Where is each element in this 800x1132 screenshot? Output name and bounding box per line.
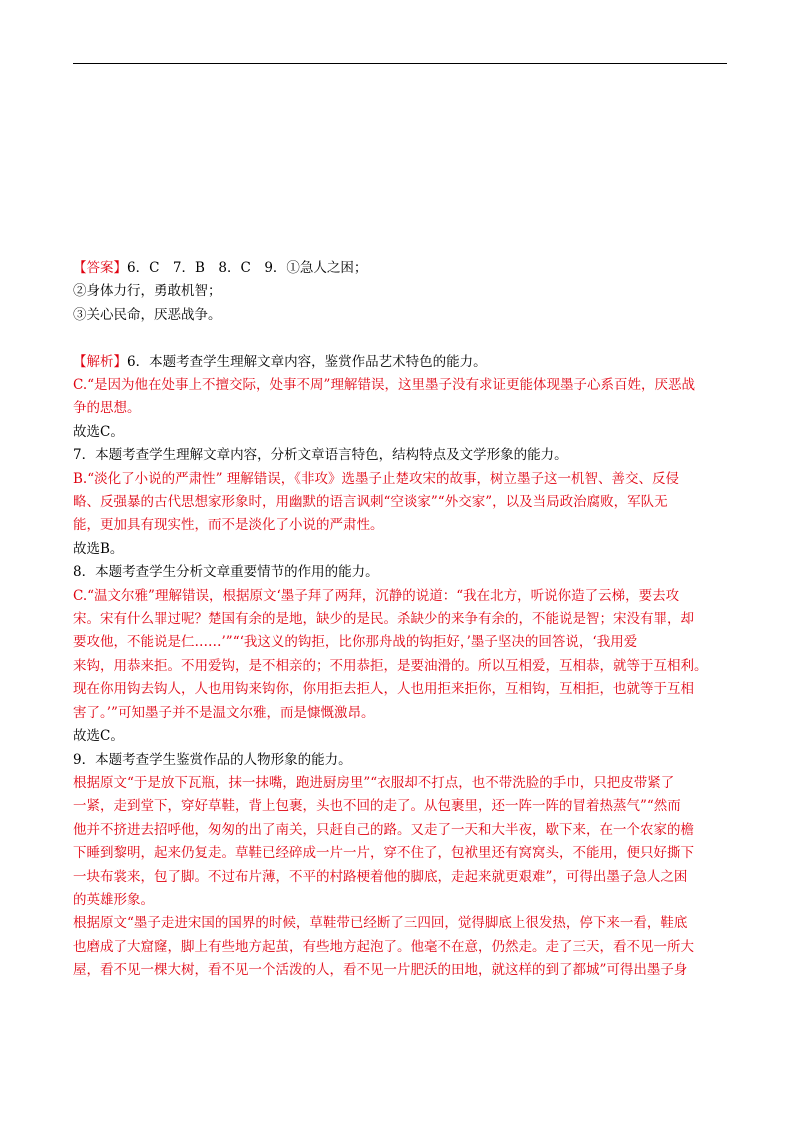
answer-line: ②身体力行，勇敢机智； [73, 283, 222, 300]
q8-body-line: C.“温文尔雅”理解错误，根据原文‘墨子拜了两拜，沉静的说道：“我在北方，听说你造了云梯，要去攻 [73, 587, 680, 604]
q8-intro: 8．本题考查学生分析文章重要情节的作用的能力。 [73, 564, 379, 581]
spacer [73, 327, 729, 350]
q6-conclusion: 故选C。 [73, 423, 124, 440]
q9-body-line: 屋，看不见一棵大树，看不见一个活泼的人，看不见一片肥沃的田地，就这样的到了都城”可得出墨子身 [73, 962, 688, 979]
analysis-line [73, 351, 729, 374]
analysis-tag: 【解析】 [73, 353, 127, 370]
q8-body-line: 来钩，用恭来拒。不用爱钩，是不相亲的；不用恭拒，是要油滑的。所以互相爱，互相恭，就等于互相利。 [73, 657, 708, 674]
q9-body-line: 根据原文“于是放下瓦瓶，抹一抹嘴，跑进厨房里”“衣服却不打点，也不带洗脸的手巾，只把皮带紧了 [73, 774, 675, 791]
q7-intro: 7．本题考查学生理解文章内容，分析文章语言特色，结构特点及文学形象的能力。 [73, 447, 568, 464]
q9-body-line: 下睡到黎明，起来仍复走。草鞋已经碎成一片一片，穿不住了，包袱里还有窝窝头，不能用，便只好撕下 [73, 845, 694, 862]
q9-body-line: 他并不挤进去招呼他，匆匆的出了南关，只赶自己的路。又走了一天和大半夜，歇下来，在一个农家的檐 [73, 821, 694, 838]
q7-conclusion: 故选B。 [73, 540, 124, 557]
q8-body-line: 要攻他，不能说是仁……’”“‘我这义的钩拒，比你那舟战的钩拒好，’墨子坚决的回答说，‘我用爱 [73, 634, 638, 651]
q6-body-line: C.“是因为他在处事上不擅交际，处事不周”理解错误，这里墨子没有求证更能体现墨子心系百姓，厌恶战 [73, 377, 695, 394]
q7-body-line: 能，更加具有现实性，而不是淡化了小说的严肃性。 [73, 517, 384, 534]
q9-body-line: 根据原文“墨子走进宋国的国界的时候，草鞋带已经断了三四回，觉得脚底上很发热，停下来一看，鞋底 [73, 915, 688, 932]
q6-body-line: 争的思想。 [73, 400, 141, 417]
answer-text: 6．C 7．B 8．C 9．①急人之困； [127, 260, 368, 276]
q9-intro: 9．本题考查学生鉴赏作品的人物形象的能力。 [73, 751, 352, 768]
q8-conclusion: 故选C。 [73, 728, 124, 745]
q8-body-line: 宋。宋有什么罪过呢？楚国有余的是地，缺少的是民。杀缺少的来争有余的，不能说是智；宋没有罪，却 [73, 611, 694, 628]
q8-body-line: 现在你用钩去钩人，人也用钩来钩你，你用拒去拒人，人也用拒来拒你，互相钩，互相拒，也就等于互相 [73, 681, 694, 698]
q8-body-line: 害了。’”可知墨子并不是温文尔雅，而是慷慨激昂。 [73, 704, 375, 721]
q7-body-line: B.“淡化了小说的严肃性” 理解错误，《非攻》选墨子止楚攻宋的故事，树立墨子这一机智、善交、反侵 [73, 470, 680, 487]
document-body [73, 257, 729, 983]
answer-line: ③关心民命，厌恶战争。 [73, 306, 222, 323]
answer-tag: 【答案】 [73, 260, 127, 276]
q9-body-line: 一紧，走到堂下，穿好草鞋，背上包裹，头也不回的走了。从包裹里，还一阵一阵的冒着热蒸气”“然而 [73, 798, 681, 815]
q6-intro: 6．本题考查学生理解文章内容，鉴赏作品艺术特色的能力。 [127, 353, 487, 370]
answer-line [73, 257, 729, 280]
header-rule [73, 63, 727, 64]
q9-body-line: 也磨成了大窟窿，脚上有些地方起茧，有些地方起泡了。他毫不在意，仍然走。走了三天，看不见一所大 [73, 938, 694, 955]
q9-body-line: 一块布裳来，包了脚。不过布片薄，不平的村路梗着他的脚底，走起来就更艰难”，可得出墨子急人之困 [73, 868, 688, 885]
q9-body-line: 的英雄形象。 [73, 891, 154, 908]
q7-body-line: 略、反强暴的古代思想家形象时，用幽默的语言讽刺“空谈家”“外交家”，以及当局政治腐败，军队无 [73, 494, 668, 511]
